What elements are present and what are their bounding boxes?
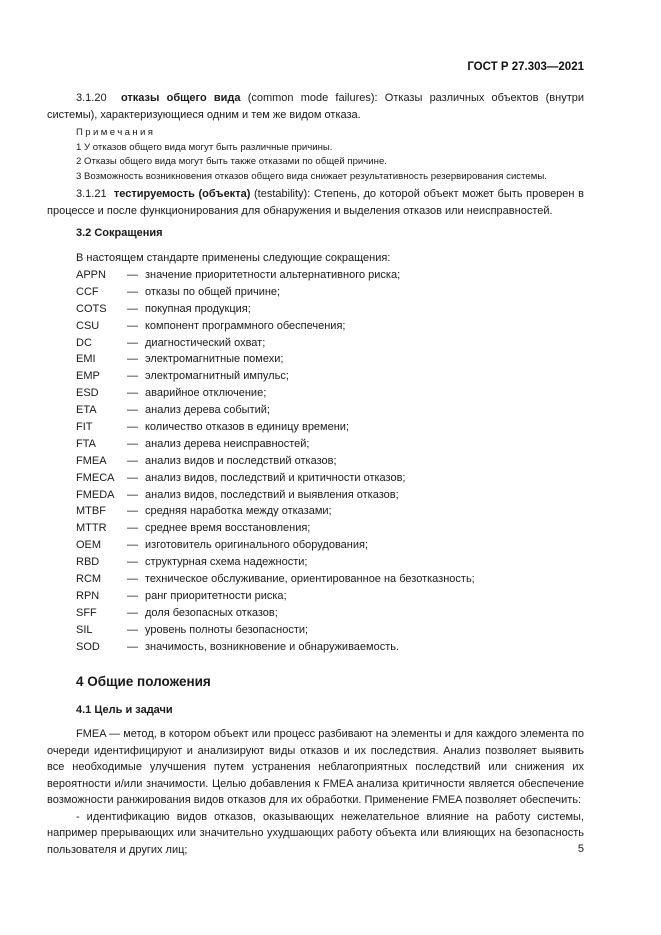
abbreviation-code: CCF <box>76 285 99 298</box>
abbreviation-row <box>76 470 613 487</box>
term-name: тестируемость (объекта) <box>113 188 251 200</box>
dash-separator: — <box>127 353 138 366</box>
abbreviation-row <box>76 368 613 385</box>
dash-separator: — <box>127 387 138 400</box>
abbreviation-code: FIT <box>76 421 93 434</box>
abbreviation-code: RBD <box>76 556 100 569</box>
abbreviation-definition: электромагнитные помехи; <box>145 353 284 366</box>
dash-separator: — <box>127 370 138 383</box>
abbreviation-definition: среднее время восстановления; <box>145 522 311 535</box>
dash-separator: — <box>127 319 138 332</box>
abbreviation-definition: диагностический охват; <box>145 336 266 349</box>
dash-separator: — <box>127 488 138 501</box>
section-3-2-intro: В настоящем стандарте применены следующие сокращения: <box>76 252 391 264</box>
abbreviation-row <box>76 520 613 537</box>
abbreviation-code: CSU <box>76 319 100 332</box>
abbreviation-code: EMI <box>76 353 96 366</box>
abbreviation-row <box>76 622 613 639</box>
notes-title: Примечания <box>76 127 156 138</box>
term-3-1-20 <box>47 90 584 123</box>
abbreviation-definition: аварийное отключение; <box>145 387 267 400</box>
abbreviation-code: FTA <box>76 437 96 450</box>
section-4-1-heading: 4.1 Цель и задачи <box>76 704 173 716</box>
abbreviation-code: EMP <box>76 370 100 383</box>
abbreviation-code: MTBF <box>76 505 106 518</box>
abbreviation-definition: отказы по общей причине; <box>145 285 281 298</box>
abbreviation-definition: количество отказов в единицу времени; <box>145 421 350 434</box>
abbreviation-code: RCM <box>76 573 102 586</box>
abbreviation-definition: значимость, возникновение и обнаруживаемость. <box>145 640 400 653</box>
term-english: (common mode failures) <box>247 92 375 104</box>
dash-separator: — <box>127 539 138 552</box>
dash-separator: — <box>127 302 138 315</box>
dash-separator: — <box>127 573 138 586</box>
abbreviation-row <box>76 487 613 504</box>
abbreviation-definition: ранг приоритетности риска; <box>145 589 287 602</box>
abbreviation-definition: компонент программного обеспечения; <box>145 319 346 332</box>
term-english: (testability) <box>254 188 308 200</box>
abbreviation-code: SFF <box>76 606 97 619</box>
abbreviation-row <box>76 503 613 520</box>
dash-separator: — <box>127 471 138 484</box>
abbreviation-definition: уровень полноты безопасности; <box>145 623 309 636</box>
abbreviation-row <box>76 571 613 588</box>
abbreviation-row <box>76 301 613 318</box>
term-definition: : Степень, до которой объект может быть проверен в процессе и после функционирования для обнаружения и выделения отказов или неисправностей. <box>47 188 584 217</box>
abbreviation-definition: электромагнитный импульс; <box>145 370 289 383</box>
abbreviation-code: APPN <box>76 269 106 281</box>
abbreviation-code: FMECA <box>76 471 115 484</box>
abbreviation-row <box>76 284 613 301</box>
abbreviation-row <box>76 537 613 554</box>
abbreviation-code: COTS <box>76 302 107 315</box>
dash-separator: — <box>127 623 138 636</box>
note-item: 3 Возможность возникновения отказов общего вида снижает результативность резервирования системы. <box>76 170 547 182</box>
abbreviation-definition: доля безопасных отказов; <box>145 606 278 619</box>
dash-separator: — <box>127 404 138 417</box>
abbreviation-definition: техническое обслуживание, ориентированное на безотказность; <box>145 573 475 586</box>
abbreviation-code: SOD <box>76 640 100 653</box>
abbreviation-code: DC <box>76 336 92 349</box>
dash-separator: — <box>127 505 138 518</box>
dash-separator: — <box>127 589 138 602</box>
abbreviation-row <box>76 588 613 605</box>
abbreviation-definition: средняя наработка между отказами; <box>145 505 332 518</box>
abbreviation-row <box>76 639 613 656</box>
abbreviation-code: ETA <box>76 404 97 417</box>
abbreviation-definition: анализ видов и последствий отказов; <box>145 454 337 467</box>
dash-separator: — <box>127 606 138 619</box>
term-definition: : Отказы различных объектов (внутри системы), характеризующиеся одним и тем же видом отказа. <box>47 92 584 121</box>
abbreviation-row <box>76 605 613 622</box>
abbreviation-code: MTTR <box>76 522 107 535</box>
abbreviation-definition: анализ видов, последствий и выявления отказов; <box>145 488 399 501</box>
section-4-heading: 4 Общие положения <box>76 674 211 689</box>
note-item: 1 У отказов общего вида могут быть различные причины. <box>76 141 333 153</box>
abbreviation-row <box>76 436 613 453</box>
abbreviation-code: ESD <box>76 387 99 400</box>
term-name: отказы общего вида <box>120 92 241 104</box>
abbreviation-row <box>76 351 613 368</box>
abbreviation-code: SIL <box>76 623 93 636</box>
dash-separator: — <box>127 640 138 653</box>
abbreviation-definition: анализ дерева неисправностей; <box>145 437 310 450</box>
abbreviation-definition: изготовитель оригинального оборудования; <box>145 539 369 552</box>
abbreviation-code: OEM <box>76 539 102 552</box>
abbreviation-definition: покупная продукция; <box>145 302 251 315</box>
dash-separator: — <box>127 522 138 535</box>
abbreviation-definition: структурная схема надежности; <box>145 556 308 569</box>
abbreviation-row <box>76 554 613 571</box>
term-3-1-21 <box>47 186 584 219</box>
dash-separator: — <box>127 421 138 434</box>
dash-separator: — <box>127 269 138 281</box>
term-number: 3.1.21 <box>76 188 107 200</box>
dash-separator: — <box>127 556 138 569</box>
abbreviation-row <box>76 385 613 402</box>
dash-separator: — <box>127 454 138 467</box>
abbreviation-code: RPN <box>76 589 100 602</box>
term-number: 3.1.20 <box>76 92 107 104</box>
abbreviation-code: FMEDA <box>76 488 115 501</box>
abbreviation-row <box>76 453 613 470</box>
section-4-1-paragraph: FMEA — метод, в котором объект или процесс разбивают на элементы и для каждого элемента по очереди идентифицируют и анализируют виды отказов и их последствия. Анализ позволяет выявить все необходимые улучшения путем устранения неблагоприятных последствий или снижения их вероятности и/или значимости. Целью добавления к FMEA анализа критичности является обеспечение возможности ранжирования видов отказов для их обработки. Применение FMEA позволяет обеспечить: - идентификацию видов отказов, оказывающих нежелательное влияние на работу системы, например прерывающих или значительно ухудшающих работу объекта или влияющих на безопасность пользователя и других лиц; <box>47 726 584 858</box>
abbreviation-row <box>76 318 613 335</box>
notes <box>76 126 613 184</box>
abbreviation-definition: анализ дерева событий; <box>145 404 270 417</box>
section-3-2-heading: 3.2 Сокращения <box>76 227 163 239</box>
dash-separator: — <box>127 336 138 349</box>
abbreviation-code: FMEA <box>76 454 107 467</box>
dash-separator: — <box>127 437 138 450</box>
document-header: ГОСТ Р 27.303—2021 <box>467 61 584 73</box>
dash-separator: — <box>127 285 138 298</box>
abbreviation-definition: анализ видов, последствий и критичности отказов; <box>145 471 406 484</box>
abbreviation-definition: значение приоритетности альтернативного риска; <box>145 269 401 281</box>
abbreviation-row <box>76 335 613 352</box>
note-item: 2 Отказы общего вида могут быть также отказами по общей причине. <box>76 156 387 167</box>
abbreviation-list <box>76 267 613 655</box>
bullet-item: - идентификацию видов отказов, оказывающих нежелательное влияние на работу системы, например прерывающих или значительно ухудшающих работу объекта или влияющих на безопасность пользователя и других лиц; <box>47 810 584 856</box>
page-number: 5 <box>577 843 584 855</box>
abbreviation-row <box>76 267 613 284</box>
abbreviation-row <box>76 402 613 419</box>
abbreviation-row <box>76 419 613 436</box>
